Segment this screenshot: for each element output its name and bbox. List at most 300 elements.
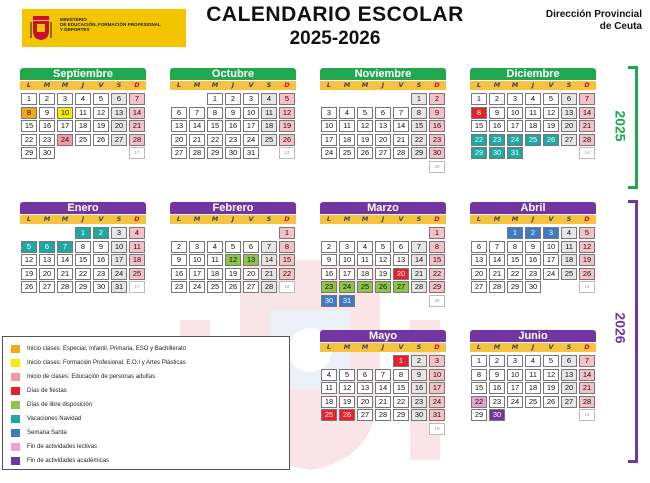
day-cell [560,226,578,240]
day-cell [410,381,428,395]
day-cell [524,106,542,120]
day-number: 26 [375,281,391,293]
day-number: 15 [507,254,523,266]
day-number: 18 [525,382,541,394]
day-number: 30 [411,409,427,421]
day-cell [92,106,110,120]
day-number: 20 [471,268,487,280]
day-number: 27 [561,396,577,408]
day-cell [524,240,542,254]
day-number: 29 [393,409,409,421]
day-cell [374,146,392,160]
day-cell [188,146,206,160]
empty-cell [320,92,338,106]
month-febrero [170,202,296,294]
day-cell [578,92,596,106]
weekday-label: J [74,215,92,224]
legend-label: Días de libre disposición [27,402,93,408]
day-cell [128,133,146,147]
weekday-label: J [524,215,542,224]
empty-cell [338,160,356,174]
day-cell [92,253,110,267]
day-number: 10 [57,107,73,119]
weekday-header [170,81,296,90]
day-number: 13 [111,107,127,119]
month-name: Abril [470,202,596,214]
day-cell [38,253,56,267]
weekday-header [170,215,296,224]
day-number: 18 [75,120,91,132]
day-cell [188,267,206,281]
month-marzo [320,202,446,307]
day-number: 3 [429,355,445,367]
day-cell [410,106,428,120]
weekday-label: D [428,215,446,224]
day-number: 15 [393,382,409,394]
day-number: 24 [321,147,337,159]
day-number: 12 [339,382,355,394]
weekday-label: D [578,215,596,224]
day-cell [338,240,356,254]
empty-cell [320,354,338,368]
day-cell [374,408,392,422]
day-number: 22 [429,268,445,280]
day-number: 17 [339,268,355,280]
day-cell [356,381,374,395]
day-number: 22 [393,396,409,408]
legend-label: Días de fiestas [27,388,67,394]
day-cell [392,119,410,133]
day-number: 14 [189,120,205,132]
day-cell [278,267,296,281]
day-cell [542,395,560,409]
day-cell [488,280,506,294]
day-cell [374,119,392,133]
day-number: 19 [543,120,559,132]
day-cell [578,106,596,120]
day-cell [524,133,542,147]
day-number: 26 [543,396,559,408]
weekday-label: L [320,215,338,224]
weekday-label: M [488,343,506,352]
day-cell [110,226,128,240]
day-cell [356,119,374,133]
day-cell [428,240,446,254]
day-cell [410,408,428,422]
day-cell [224,92,242,106]
month-octubre [170,68,296,160]
day-number: 15 [471,382,487,394]
page-number-cell [578,146,596,160]
day-cell [524,354,542,368]
day-cell [542,92,560,106]
day-cell [524,267,542,281]
day-cell [470,354,488,368]
day-number: 3 [507,355,523,367]
weekday-label: M [356,343,374,352]
day-number: 12 [279,107,295,119]
day-cell [506,146,524,160]
day-cell [278,226,296,240]
day-number: 6 [375,107,391,119]
day-number: 1 [507,227,523,239]
empty-cell [560,408,578,422]
day-number: 26 [93,134,109,146]
day-number: 30 [39,147,55,159]
day-number: 17 [507,120,523,132]
day-cell [410,395,428,409]
weekday-label: D [578,81,596,90]
day-cell [38,92,56,106]
day-cell [320,253,338,267]
day-cell [260,253,278,267]
weekday-header [320,215,446,224]
empty-cell [260,226,278,240]
empty-cell [260,146,278,160]
day-number: 17 [507,382,523,394]
day-number: 23 [225,134,241,146]
day-cell [428,119,446,133]
day-number: 29 [411,147,427,159]
day-number: 15 [21,120,37,132]
day-cell [188,280,206,294]
weekday-label: S [260,215,278,224]
day-number: 24 [339,281,355,293]
day-cell [242,92,260,106]
day-cell [428,267,446,281]
empty-cell [374,422,392,436]
day-cell [260,106,278,120]
page-number: 17 [129,147,145,159]
day-number: 10 [507,369,523,381]
day-number: 10 [429,369,445,381]
day-cell [542,267,560,281]
day-cell [374,106,392,120]
day-cell [74,267,92,281]
day-cell [356,280,374,294]
day-cell [392,133,410,147]
empty-cell [38,226,56,240]
month-days-grid [320,226,446,307]
page-number-cell [128,280,146,294]
day-number: 5 [579,227,595,239]
day-number: 16 [93,254,109,266]
day-cell [560,133,578,147]
day-number: 6 [111,93,127,105]
empty-cell [524,408,542,422]
weekday-label: V [392,343,410,352]
day-number: 2 [489,355,505,367]
day-number: 17 [189,268,205,280]
day-number: 28 [189,147,205,159]
month-days-grid [470,354,596,422]
day-number: 29 [429,281,445,293]
day-number: 25 [525,134,541,146]
day-cell [506,240,524,254]
day-number: 9 [321,254,337,266]
day-number: 3 [339,241,355,253]
day-cell [428,280,446,294]
day-cell [338,368,356,382]
day-cell [578,253,596,267]
day-cell [320,119,338,133]
weekday-label: S [410,81,428,90]
day-number: 10 [543,241,559,253]
day-number: 2 [93,227,109,239]
day-cell [20,253,38,267]
day-cell [38,267,56,281]
empty-cell [170,226,188,240]
day-cell [110,253,128,267]
day-cell [20,146,38,160]
day-cell [374,368,392,382]
day-number: 4 [339,107,355,119]
day-cell [20,119,38,133]
day-number: 3 [543,227,559,239]
day-number: 10 [321,120,337,132]
day-number: 24 [243,134,259,146]
day-number: 7 [411,241,427,253]
day-cell [488,133,506,147]
legend-swatch [11,345,20,353]
day-cell [524,226,542,240]
day-cell [488,240,506,254]
day-number: 27 [471,281,487,293]
day-number: 30 [93,281,109,293]
empty-cell [410,422,428,436]
day-cell [242,240,260,254]
page-number: 14 [579,147,595,159]
weekday-label: L [470,215,488,224]
empty-cell [542,408,560,422]
day-cell [56,267,74,281]
day-number: 10 [339,254,355,266]
day-number: 10 [111,241,127,253]
day-cell [374,280,392,294]
day-cell [242,133,260,147]
weekday-label: D [578,343,596,352]
empty-cell [392,294,410,308]
day-number: 26 [357,147,373,159]
weekday-label: J [374,215,392,224]
day-number: 8 [21,107,37,119]
day-number: 5 [375,241,391,253]
day-cell [56,133,74,147]
day-number: 12 [543,369,559,381]
day-number: 5 [21,241,37,253]
day-cell [170,119,188,133]
weekday-label: J [524,81,542,90]
logo-line-3: Y DEPORTES [60,27,90,33]
day-cell [170,133,188,147]
weekday-label: D [128,81,146,90]
day-cell [470,92,488,106]
day-number: 11 [561,241,577,253]
weekday-label: M [506,81,524,90]
page-number-cell [278,146,296,160]
day-cell [338,267,356,281]
day-number: 13 [393,254,409,266]
day-cell [428,395,446,409]
day-number: 27 [561,134,577,146]
weekday-label: D [428,81,446,90]
page-number-cell [278,280,296,294]
day-number: 3 [507,93,523,105]
day-number: 13 [471,254,487,266]
month-abril [470,202,596,294]
day-number: 8 [471,107,487,119]
day-number: 31 [243,147,259,159]
day-number: 8 [411,107,427,119]
day-number: 16 [489,382,505,394]
day-number: 7 [129,93,145,105]
day-number: 6 [243,241,259,253]
page-number-cell [428,422,446,436]
day-cell [560,240,578,254]
day-cell [320,381,338,395]
weekday-label: V [542,343,560,352]
day-number: 4 [525,93,541,105]
day-number: 23 [489,134,505,146]
day-cell [38,106,56,120]
weekday-label: M [188,81,206,90]
weekday-label: V [542,81,560,90]
day-cell [578,395,596,409]
day-cell [524,395,542,409]
day-cell [338,381,356,395]
day-number: 3 [111,227,127,239]
day-cell [260,267,278,281]
day-cell [560,106,578,120]
day-number: 1 [207,93,223,105]
day-number: 11 [207,254,223,266]
weekday-label: J [524,343,542,352]
legend-swatch [11,457,20,465]
day-number: 26 [579,268,595,280]
day-cell [470,267,488,281]
day-cell [410,119,428,133]
day-cell [206,133,224,147]
day-cell [224,280,242,294]
day-cell [206,240,224,254]
legend-label: Fin de actividades lectivas [27,444,98,450]
empty-cell [338,354,356,368]
day-number: 18 [339,134,355,146]
day-cell [524,368,542,382]
day-cell [188,106,206,120]
weekday-label: S [560,81,578,90]
day-cell [338,294,356,308]
day-cell [110,280,128,294]
day-number: 6 [561,93,577,105]
day-number: 23 [171,281,187,293]
day-cell [242,146,260,160]
day-number: 15 [411,120,427,132]
day-number: 14 [579,369,595,381]
day-number: 25 [339,147,355,159]
day-cell [92,119,110,133]
day-number: 24 [57,134,73,146]
day-cell [488,395,506,409]
day-cell [524,253,542,267]
month-days-grid [20,92,146,160]
day-number: 15 [279,254,295,266]
day-number: 22 [279,268,295,280]
empty-cell [188,226,206,240]
day-cell [428,146,446,160]
day-cell [542,106,560,120]
day-number: 9 [39,107,55,119]
day-number: 26 [21,281,37,293]
day-cell [170,253,188,267]
day-number: 30 [489,409,505,421]
day-number: 4 [561,227,577,239]
day-cell [320,267,338,281]
day-number: 21 [261,268,277,280]
day-cell [278,119,296,133]
day-number: 26 [339,409,355,421]
day-cell [74,226,92,240]
day-number: 21 [129,120,145,132]
day-number: 29 [471,147,487,159]
day-cell [74,280,92,294]
day-cell [506,354,524,368]
day-cell [428,408,446,422]
empty-cell [56,146,74,160]
day-cell [470,280,488,294]
empty-cell [110,146,128,160]
day-cell [578,133,596,147]
day-cell [128,92,146,106]
day-number: 25 [129,268,145,280]
day-number: 31 [339,295,355,307]
day-number: 12 [543,107,559,119]
day-number: 7 [579,355,595,367]
day-number: 20 [243,268,259,280]
day-cell [338,106,356,120]
day-number: 20 [39,268,55,280]
day-number: 5 [225,241,241,253]
day-number: 24 [507,396,523,408]
weekday-label: V [242,81,260,90]
day-number: 14 [411,254,427,266]
day-cell [488,381,506,395]
day-number: 6 [171,107,187,119]
day-number: 23 [411,396,427,408]
month-days-grid [470,92,596,160]
day-cell [488,92,506,106]
weekday-label: V [392,215,410,224]
day-cell [488,267,506,281]
day-number: 4 [129,227,145,239]
day-cell [128,119,146,133]
page-number: 19 [429,423,445,435]
day-cell [374,240,392,254]
day-number: 6 [471,241,487,253]
day-number: 23 [39,134,55,146]
day-number: 18 [129,254,145,266]
day-number: 30 [321,295,337,307]
day-number: 26 [543,134,559,146]
day-cell [392,280,410,294]
day-number: 2 [39,93,55,105]
day-number: 20 [171,134,187,146]
empty-cell [338,226,356,240]
day-number: 9 [411,369,427,381]
month-noviembre [320,68,446,173]
page-number-cell [428,294,446,308]
day-number: 16 [225,120,241,132]
